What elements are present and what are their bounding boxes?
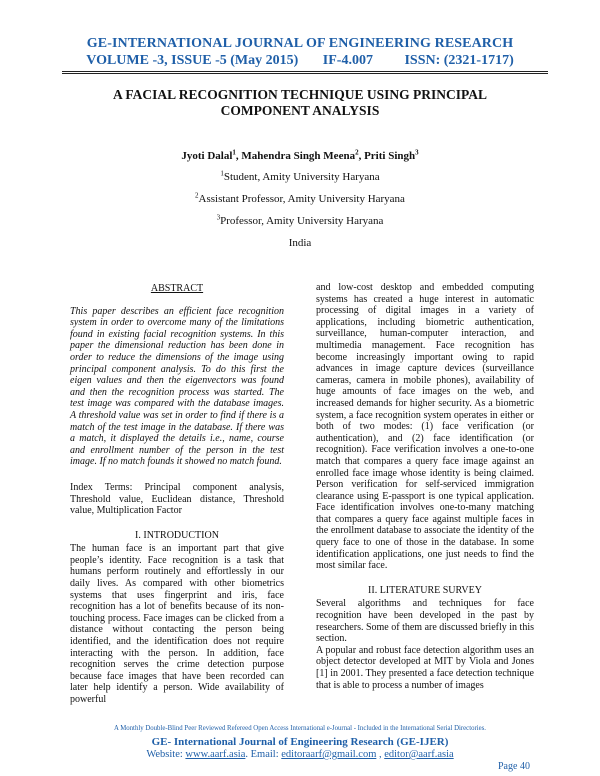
author-sup: 1: [232, 148, 236, 157]
body-paragraph: and low-cost desktop and embedded computing systems has created a huge interest in automatic processing of digital images in a variety of applications, including biometric authentication, surveillance, human-computer interaction, and multimedia management. Face recognition has become increasingly important owing to rapid advances in image capture devices (surveillance cameras, camera in mobile phones), availability of huge amounts of face images on the web, and increased demands for higher security. As a biometric system, a face recognition system operates in either or both of two modes: (1) face verification (or authentication), and (2) face identification (or recognition). Face verification involves a one-to-one match that compares a query face image against an enrolled face image whose identity is being claimed. Person verification for self-serviced immigration clearance using E-passport is one typical application. Face identification involves one-to-many matching that compares a query face against multiple faces in the enrollment database to associate the identity of the query face to one of those in the database. In some identification applications, one just needs to find the most similar face.: [316, 282, 534, 572]
author-name: Mahendra Singh Meena: [241, 150, 356, 162]
body-paragraph: A popular and robust face detection algorithm uses an object detector developed at MIT by Viola and Jones [1] in 2001. They presented a face detection technique that is able to process a number of images: [316, 644, 534, 691]
literature-survey-heading: II. LITERATURE SURVEY: [368, 584, 482, 596]
impact-factor: IF-4.007: [322, 53, 373, 68]
author-sup: 2: [355, 148, 359, 157]
author-list: Jyoti Dalal$^1$, Mahendra Singh Meena$^2$, Priti Singh$^3$: [181, 148, 419, 162]
affiliation-2: $^2$Assistant Professor, Amity University Haryana: [195, 191, 405, 205]
paper-title: [60, 87, 540, 119]
abstract-body: This paper describes an efficient face recognition system in order to overcome many of the limitations found in existing facial recognition systems. In this paper the dimensional reduction has been done in order to reduce the dimensions of the image using principal component analysis. To do this first the eigen values and then the eigenvectors was found and then the recognition process was started. The test image was compared with the database images. A threshold value was set in order to find if there is a match of the test image in the database. If there was a match, it displayed the details i.e., name, course and enrollment number of the person in the test image. If no match founds it showed no match found.: [70, 305, 284, 468]
footer-journal: GE- International Journal of Engineering Research (GE-IJER): [151, 736, 449, 748]
email-link-1[interactable]: editoraarf@gmail.com: [281, 749, 377, 760]
page-number: Page 40: [498, 761, 530, 772]
introduction-body: The human face is an important part that give people’s identity. Face recognition is a task that humans perform routinely and effortlessly in our daily lives. As compared with other biometrics systems that uses fingerprint and iris, face recognition has a lot of benefits because of its non-touching process. Face images can be clicked from a distance without contacting the person being identified, and the identification does not require interacting with the person. In addition, face recognition serves the crime detection purpose because face images that have been recorded can later help identify a person. Wide availability of powerful: [70, 543, 284, 705]
country: India: [288, 237, 312, 249]
title-line-2: COMPONENT ANALYSIS: [220, 103, 380, 118]
affiliation-3: $^3$Professor, Amity University Haryana: [216, 213, 384, 227]
journal-issue-line: [0, 53, 600, 69]
right-column: [316, 282, 534, 691]
affiliation-1: $^1$Student, Amity University Haryana: [220, 169, 380, 183]
email-link-2[interactable]: editor@aarf.asia: [384, 749, 454, 760]
author-name: Priti Singh: [364, 150, 416, 162]
journal-name: GE-INTERNATIONAL JOURNAL OF ENGINEERING RESEARCH: [86, 36, 514, 51]
body-paragraph: Several algorithms and techniques for face recognition have been developed in the past by researchers. Some of them are discussed briefly in this section.: [316, 598, 534, 645]
index-terms: Index Terms: Principal component analysis, Threshold value, Euclidean distance, Threshold value, Multiplication Factor: [70, 481, 284, 517]
introduction-heading: I. INTRODUCTION: [135, 529, 219, 541]
issn: ISSN: (2321-1717): [404, 53, 514, 68]
author-sup: 3: [415, 148, 419, 157]
abstract-heading: ABSTRACT: [150, 283, 204, 294]
header-rule-bottom: [62, 73, 548, 74]
footer-note: A Monthly Double-Blind Peer Reviewed Refereed Open Access International e-Journal - Included in the International Serial Directories.: [113, 725, 486, 732]
website-link[interactable]: www.aarf.asia: [185, 749, 246, 760]
header-rule-top: [62, 71, 548, 72]
author-name: Jyoti Dalal: [181, 150, 233, 162]
left-column: [70, 283, 284, 706]
title-line-1: A FACIAL RECOGNITION TECHNIQUE USING PRINCIPAL: [113, 87, 487, 102]
footer-contact: Website: www.aarf.asia. Email: editoraarf@gmail.com , editor@aarf.asia: [146, 749, 454, 760]
volume-issue: VOLUME -3, ISSUE -5 (May 2015): [86, 53, 299, 68]
